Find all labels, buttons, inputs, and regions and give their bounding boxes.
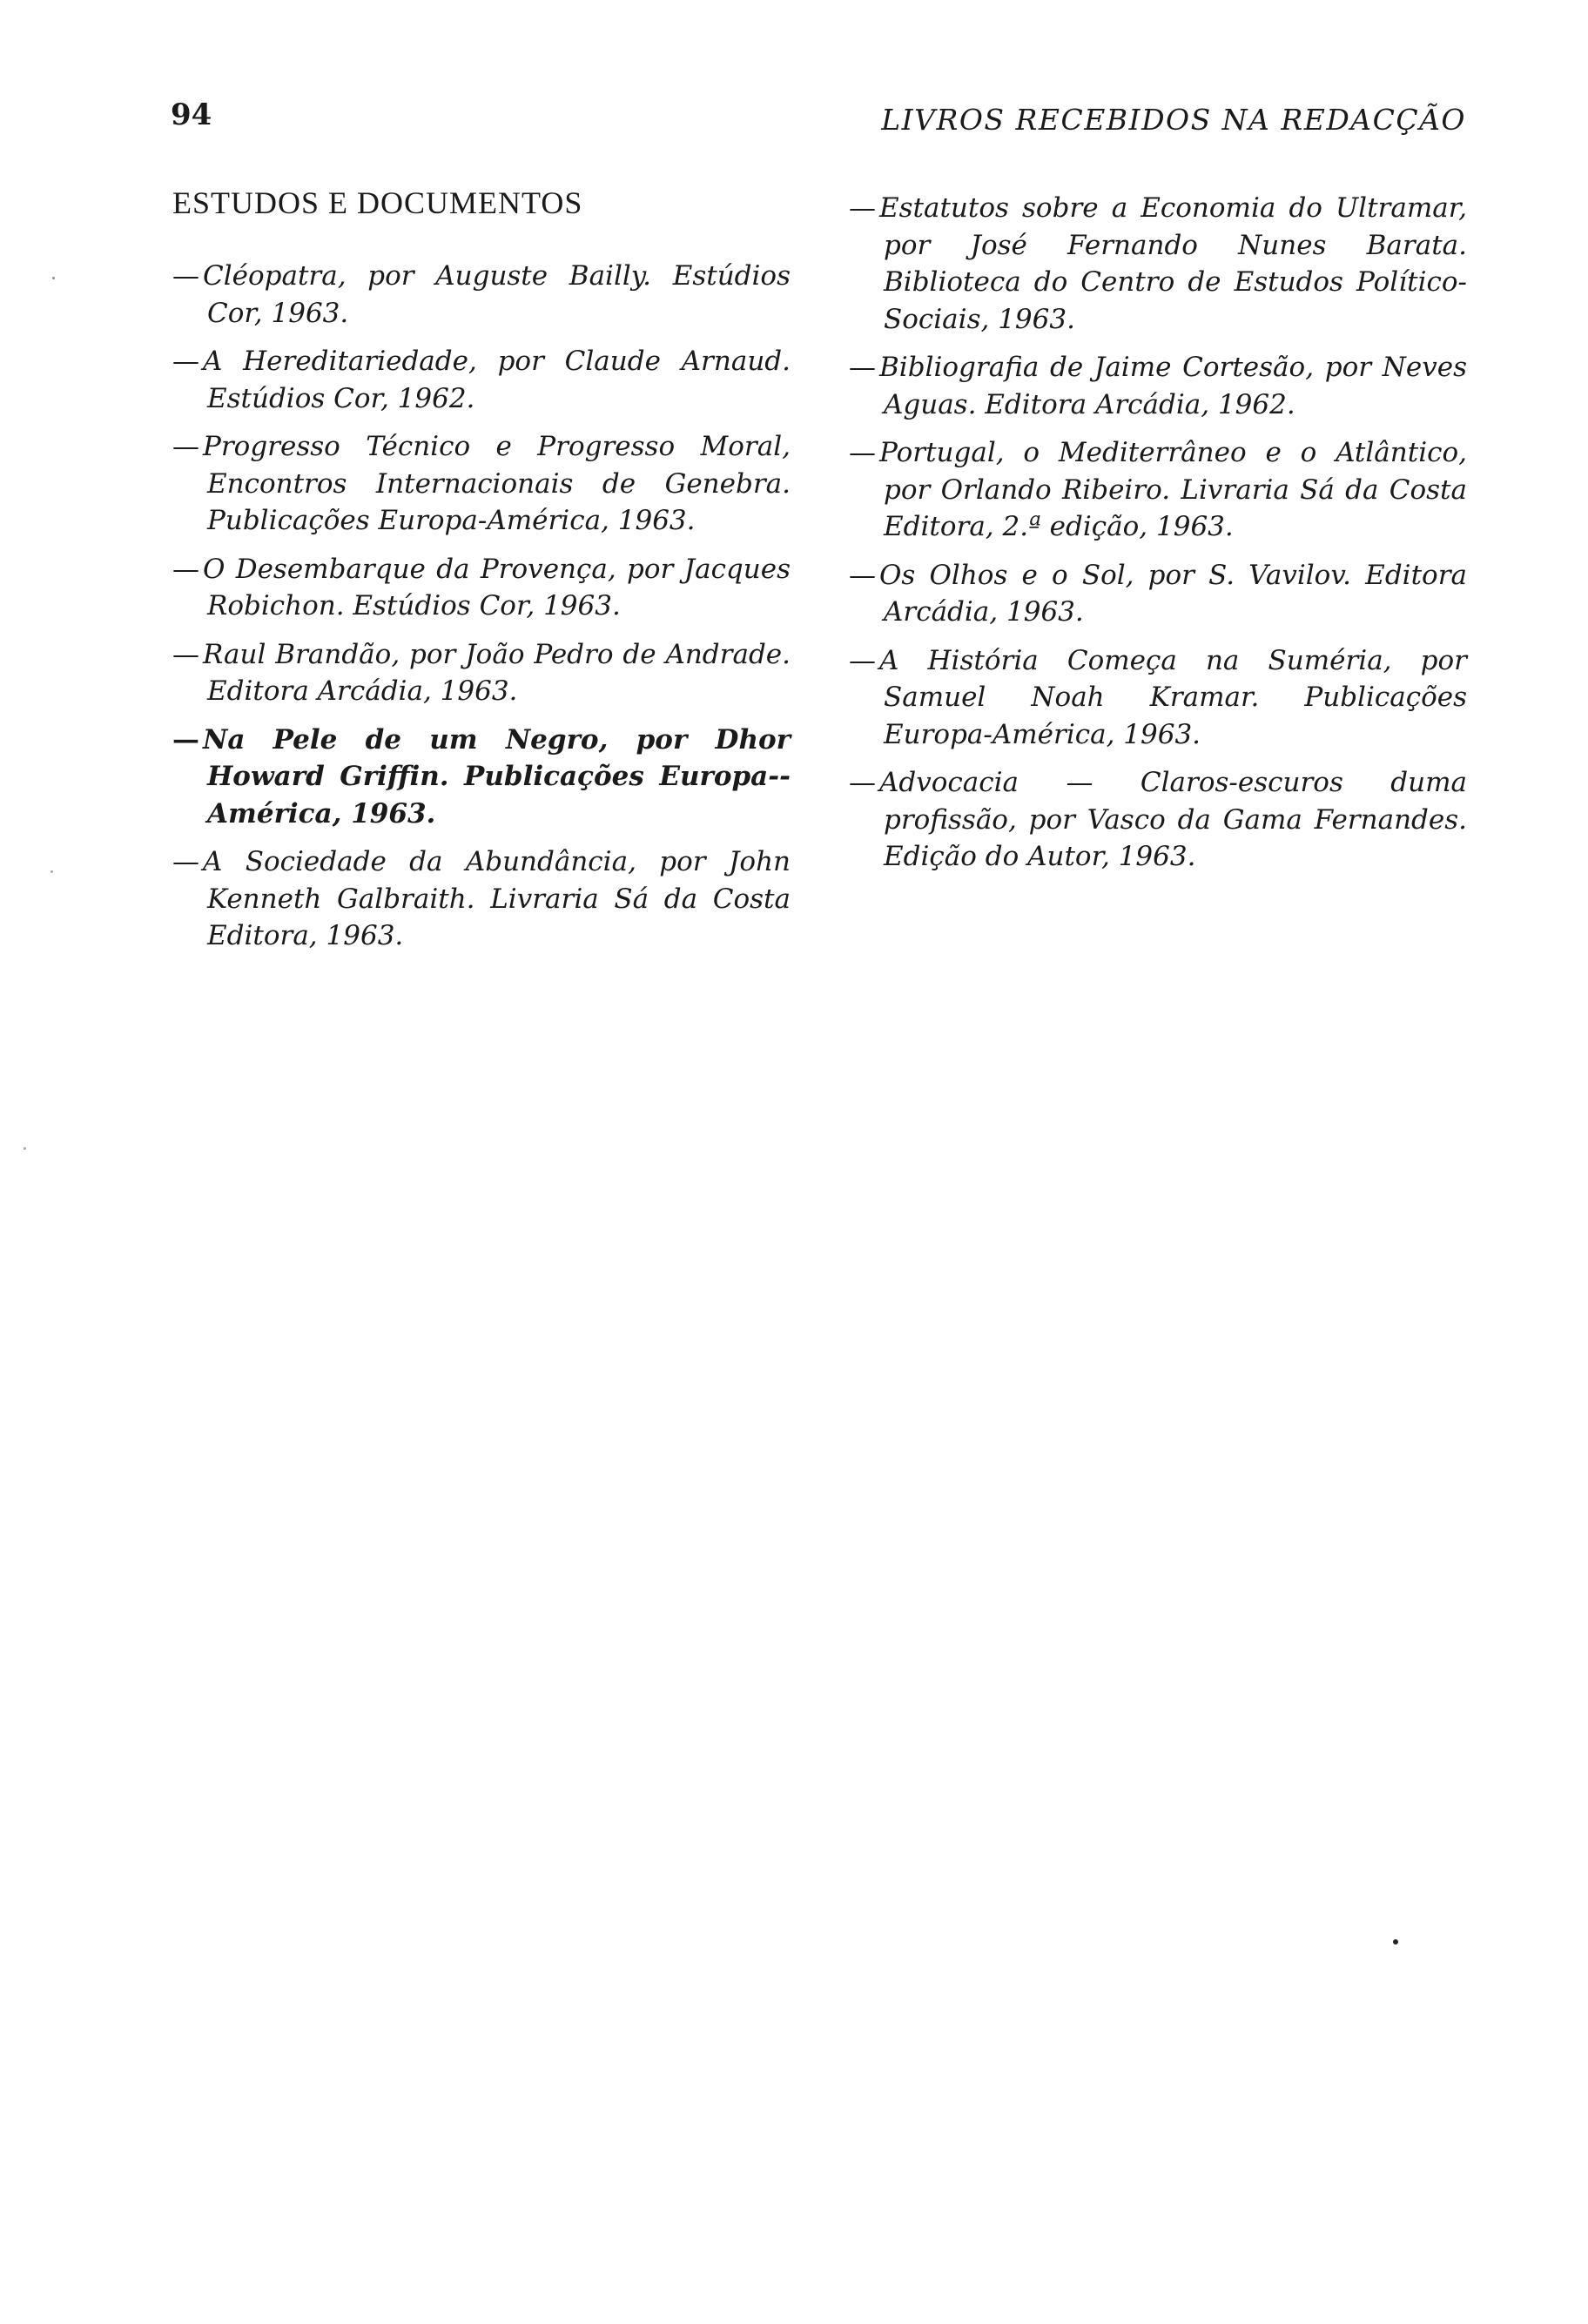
scan-speck (1393, 1939, 1398, 1945)
entry-text: A Sociedade da Abundância, por John Kenneth Galbraith. Livraria Sá da Costa Editora, 1963. (203, 846, 791, 951)
em-dash: — (172, 553, 198, 585)
entry-text: Portugal, o Mediterrâneo e o Atlântico, por Orlando Ribeiro. Livraria Sá da Costa Editora, 2.ª edição, 1963. (879, 437, 1467, 542)
book-entry (172, 428, 791, 540)
section-title: ESTUDOS E DOCUMENTOS (172, 185, 583, 220)
em-dash: — (849, 559, 874, 591)
em-dash: — (172, 723, 198, 756)
em-dash: — (172, 846, 198, 877)
entry-text: Progresso Técnico e Progresso Moral, Encontros Internacionais de Genebra. Publicações Europa-América, 1963. (203, 431, 791, 536)
scan-speck (50, 870, 53, 873)
em-dash: — (172, 260, 198, 292)
entry-text: Advocacia — Claros-escuros duma profissão, por Vasco da Gama Fernandes. Edição do Autor, 1963. (879, 767, 1467, 872)
entry-text: Raul Brandão, por João Pedro de Andrade. Editora Arcádia, 1963. (203, 638, 791, 707)
book-entry (172, 551, 791, 625)
em-dash: — (172, 346, 198, 377)
page-number: 94 (171, 97, 212, 132)
em-dash: — (849, 644, 874, 676)
book-entry (172, 258, 791, 332)
entry-text: Bibliografia de Jaime Cortesão, por Neves Aguas. Editora Arcádia, 1962. (879, 352, 1467, 420)
book-entry (172, 722, 791, 833)
running-title: LIVROS RECEBIDOS NA REDACÇÃO (881, 103, 1466, 137)
em-dash: — (172, 638, 198, 670)
em-dash: — (849, 437, 874, 468)
scan-speck (24, 1147, 26, 1150)
book-entry (172, 343, 791, 417)
entry-text: A Hereditariedade, por Claude Arnaud. Estúdios Cor, 1962. (203, 346, 791, 414)
book-entry (849, 642, 1467, 754)
book-entry (849, 764, 1467, 876)
em-dash: — (849, 352, 874, 383)
entry-text: Cléopatra, por Auguste Bailly. Estúdios Cor, 1963. (203, 260, 791, 329)
entry-text: Os Olhos e o Sol, por S. Vavilov. Editora Arcádia, 1963. (879, 559, 1467, 628)
em-dash: — (849, 767, 874, 798)
entry-text: Na Pele de um Negro, por Dhor Howard Griffin. Publicações Europa--América, 1963. (203, 723, 791, 830)
entry-text: O Desembarque da Provença, por Jacques Robichon. Estúdios Cor, 1963. (203, 553, 791, 621)
book-entry (849, 557, 1467, 631)
em-dash: — (849, 192, 874, 224)
scan-speck (52, 277, 55, 279)
book-entry (849, 349, 1467, 423)
em-dash: — (172, 431, 198, 462)
book-entry (849, 190, 1467, 338)
book-entry (849, 434, 1467, 546)
book-entry (172, 636, 791, 710)
entry-text: A História Começa na Suméria, por Samuel Noah Kramar. Publicações Europa-América, 1963. (879, 644, 1467, 750)
left-column (172, 185, 791, 966)
entry-text: Estatutos sobre a Economia do Ultramar, por José Fernando Nunes Barata. Biblioteca do Centro de Estudos Político-Sociais, 1963. (879, 192, 1467, 335)
right-column (849, 190, 1467, 887)
book-entry (172, 843, 791, 955)
